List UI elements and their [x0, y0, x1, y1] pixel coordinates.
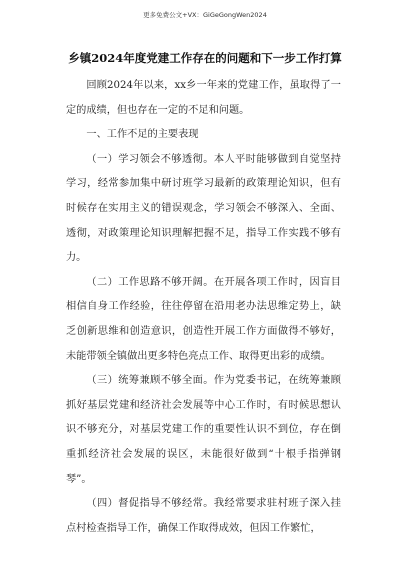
document-body [66, 74, 341, 541]
body-paragraph-study: （一）学习领会不够透彻。本人平时能够做到自觉坚持学习，经常参加集中研讨班学习最新的政策理论知识，但有时候存在实用主义的错误观念，学习领会不够深入、全面、透彻，对政策理论知识理解把握不足，指导工作实践不够有力。 [66, 153, 341, 264]
section-heading: 一、工作不足的主要表现 [86, 129, 199, 141]
body-paragraph-supervision: （四）督促指导不够经常。我经常要求驻村班子深入挂点村检查指导工作，确保工作取得成效，但因工作繁忙， [66, 498, 341, 534]
page-header-watermark: 更多免费公文+VX：GiGeGongWen2024 [143, 11, 267, 19]
body-paragraph-coordination: （三）统筹兼顾不够全面。作为党委书记，在统筹兼顾抓好基层党建和经济社会发展等中心工作时，有时候思想认识不够充分，对基层党建工作的重要性认识不到位，存在倒重抓经济社会发展的误区，未能很好做到“十根手指弹钢琴”。 [66, 375, 341, 485]
intro-paragraph: 回顾2024年以来，xx乡一年来的党建工作，虽取得了一定的成绩，但也存在一定的不足和问题。 [66, 80, 341, 116]
body-paragraph-thinking: （二）工作思路不够开阔。在开展各项工作时，因盲目相信自身工作经验，往往停留在沿用老办法思维定势上，缺乏创新思维和创造意识，创造性开展工作方面做得不够好，未能带领全镇做出更多特色亮点工作、取得更出彩的成绩。 [66, 276, 341, 362]
document-title: 乡镇2024年度党建工作存在的问题和下一步工作打算 [68, 51, 342, 65]
